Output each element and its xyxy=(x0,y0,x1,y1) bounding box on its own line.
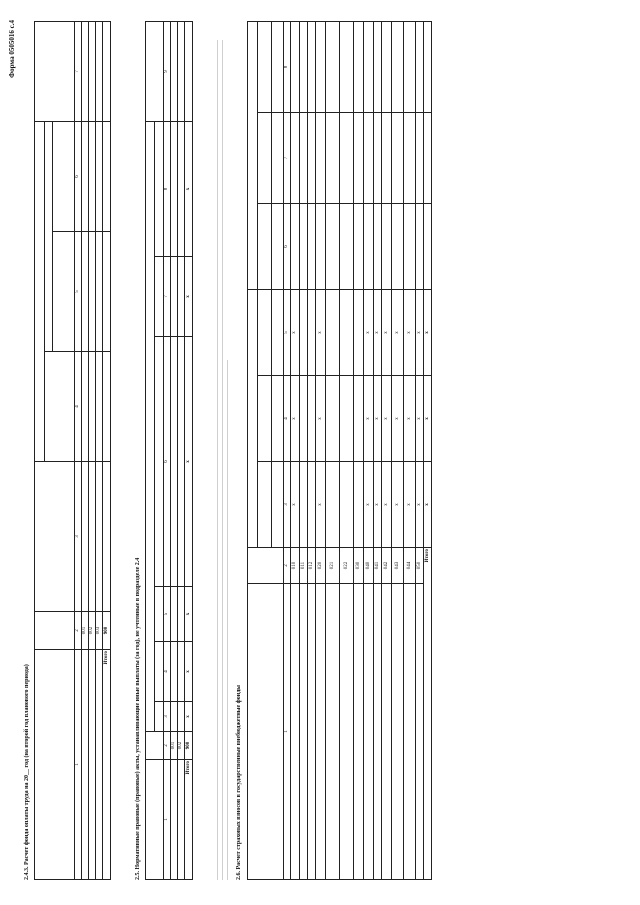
table-cell: x xyxy=(404,462,416,548)
table-cell xyxy=(316,204,326,290)
table-cell: x xyxy=(374,376,382,462)
header-cell xyxy=(35,650,75,880)
table-row xyxy=(326,22,340,880)
table-cell xyxy=(178,122,185,257)
row-label xyxy=(416,584,424,880)
header-cell xyxy=(146,760,164,880)
table-cell xyxy=(354,376,364,462)
table-cell xyxy=(82,232,89,352)
row-code: 012 xyxy=(308,548,316,584)
table-cell xyxy=(308,290,316,376)
table-row xyxy=(340,22,354,880)
table-cell xyxy=(82,122,89,232)
row-code: 044 xyxy=(404,548,416,584)
row-code: 041 xyxy=(374,548,382,584)
table-cell xyxy=(103,352,111,462)
header-cell xyxy=(272,204,284,290)
table-cell xyxy=(171,122,178,257)
table-cell xyxy=(416,113,424,204)
table-cell xyxy=(424,204,432,290)
table-cell xyxy=(326,376,340,462)
col-number: 4 xyxy=(164,642,171,702)
col-number: 3 xyxy=(164,702,171,732)
section-25-title: 2.5. Нормативные правовые (правовые) акты, устанавливающие иные выплаты (за год), не учтенные в подразделе 2.4 xyxy=(135,557,141,880)
table-cell xyxy=(308,204,316,290)
table-cell xyxy=(171,22,178,122)
x-cell: x xyxy=(185,257,193,337)
table-row xyxy=(96,22,103,880)
table-cell xyxy=(404,22,416,113)
table-cell: x xyxy=(416,290,424,376)
table-cell xyxy=(392,113,404,204)
table-row xyxy=(300,22,308,880)
table-cell xyxy=(300,113,308,204)
table-cell xyxy=(103,122,111,232)
table-cell xyxy=(340,462,354,548)
row-code: 011 xyxy=(300,548,308,584)
row-code: 002 xyxy=(178,732,185,760)
row-label xyxy=(340,584,354,880)
x-cell: x xyxy=(424,376,432,462)
table-cell xyxy=(171,760,178,880)
col-number: 8 xyxy=(284,22,291,113)
footnote-line xyxy=(227,360,228,880)
table-cell xyxy=(300,462,308,548)
row-code: 001 xyxy=(82,612,89,650)
table-cell xyxy=(82,650,89,880)
row-label xyxy=(404,584,416,880)
table-cell xyxy=(374,22,382,113)
header-cell xyxy=(146,22,164,122)
table-cell xyxy=(354,22,364,113)
row-code: 050 xyxy=(416,548,424,584)
table-cell xyxy=(326,462,340,548)
table-row xyxy=(82,22,89,880)
table-row xyxy=(316,22,326,880)
col-number: 7 xyxy=(164,257,171,337)
col-number: 2 xyxy=(164,732,171,760)
total-row xyxy=(424,22,432,880)
row-code: 022 xyxy=(340,548,354,584)
total-label: Итого xyxy=(424,548,432,880)
table-cell xyxy=(96,352,103,462)
section-26-title: 2.6. Расчет страховых взносов в государственные внебюджетные фонды xyxy=(236,685,242,880)
header-cell xyxy=(248,548,284,584)
table-cell xyxy=(364,22,374,113)
table-cell xyxy=(300,204,308,290)
table-cell xyxy=(178,760,185,880)
table-cell: x xyxy=(382,462,392,548)
table-cell xyxy=(82,352,89,462)
row-code: 042 xyxy=(382,548,392,584)
table-cell xyxy=(354,290,364,376)
table-cell: x xyxy=(374,290,382,376)
section-243-title: 2.4.3. Расчет фонда оплаты труда на 20__ год (на второй год планового периода) xyxy=(24,664,30,880)
table-cell xyxy=(300,290,308,376)
header-cell xyxy=(258,376,272,462)
footnote-line xyxy=(217,40,218,880)
document-page xyxy=(4,6,596,892)
col-number: 9 xyxy=(164,22,171,122)
footnote-line xyxy=(222,40,223,880)
header-cell xyxy=(45,122,53,352)
table-cell xyxy=(89,352,96,462)
header-cell xyxy=(248,290,258,548)
table-cell: x xyxy=(392,462,404,548)
table-cell xyxy=(89,650,96,880)
header-cell xyxy=(35,462,75,612)
table-cell: x xyxy=(404,376,416,462)
table-cell: x xyxy=(364,290,374,376)
form-number: Форма 0505016 с.4 xyxy=(8,20,16,78)
header-cell xyxy=(155,337,164,587)
col-number: 2 xyxy=(284,548,291,584)
table-cell xyxy=(316,113,326,204)
row-code: 003 xyxy=(96,612,103,650)
row-label xyxy=(374,584,382,880)
table-cell xyxy=(171,587,178,642)
header-cell xyxy=(155,702,164,732)
table-cell xyxy=(89,232,96,352)
header-cell xyxy=(155,122,164,257)
table-cell: x xyxy=(291,462,300,548)
row-label xyxy=(364,584,374,880)
col-number: 5 xyxy=(284,290,291,376)
table-row xyxy=(364,22,374,880)
table-cell xyxy=(291,113,300,204)
table-cell: x xyxy=(392,376,404,462)
table-cell: x xyxy=(416,376,424,462)
header-cell xyxy=(35,122,45,462)
table-cell xyxy=(178,642,185,702)
col-number: 2 xyxy=(75,612,82,650)
header-cell xyxy=(272,22,284,113)
table-cell xyxy=(308,22,316,113)
row-code: 001 xyxy=(171,732,178,760)
table-cell: x xyxy=(374,462,382,548)
col-number: 6 xyxy=(164,337,171,587)
header-cell xyxy=(146,732,164,760)
table-cell xyxy=(89,22,96,122)
table-cell: x xyxy=(382,376,392,462)
table-cell xyxy=(382,204,392,290)
total-label: Итого xyxy=(185,760,193,880)
row-code: 030 xyxy=(354,548,364,584)
table-row xyxy=(382,22,392,880)
table-cell: x xyxy=(364,462,374,548)
header-cell xyxy=(155,587,164,642)
col-number: 7 xyxy=(75,22,82,122)
header-cell xyxy=(272,376,284,462)
table-cell: x xyxy=(404,290,416,376)
table-cell xyxy=(300,22,308,113)
col-number: 1 xyxy=(75,650,82,880)
x-cell: x xyxy=(185,337,193,587)
table-cell xyxy=(382,113,392,204)
table-cell xyxy=(308,376,316,462)
table-row xyxy=(374,22,382,880)
col-number: 8 xyxy=(164,122,171,257)
table-cell xyxy=(103,232,111,352)
table-cell xyxy=(416,204,424,290)
table-cell xyxy=(354,113,364,204)
table-cell xyxy=(178,337,185,587)
header-cell xyxy=(248,584,284,880)
header-cell xyxy=(53,232,75,352)
x-cell: x xyxy=(185,587,193,642)
col-number: 1 xyxy=(164,760,171,880)
table-cell xyxy=(89,462,96,612)
table-cell xyxy=(291,22,300,113)
table-cell xyxy=(291,204,300,290)
table-cell xyxy=(316,22,326,113)
table-cell xyxy=(392,22,404,113)
col-number: 5 xyxy=(75,232,82,352)
table-cell xyxy=(171,702,178,732)
table-cell xyxy=(374,113,382,204)
row-code: 043 xyxy=(392,548,404,584)
col-number: 3 xyxy=(284,462,291,548)
header-cell xyxy=(272,462,284,548)
col-number: 1 xyxy=(284,584,291,880)
table-cell xyxy=(424,113,432,204)
table-cell xyxy=(374,204,382,290)
page-header xyxy=(8,20,20,882)
section-26-table xyxy=(247,21,432,880)
section-26-body xyxy=(291,22,424,880)
table-cell: x xyxy=(392,290,404,376)
header-cell xyxy=(272,113,284,204)
table-cell xyxy=(404,113,416,204)
header-cell xyxy=(146,122,155,732)
table-cell: x xyxy=(382,290,392,376)
section-25-table xyxy=(145,21,193,880)
header-cell xyxy=(35,612,75,650)
table-cell: x xyxy=(416,462,424,548)
table-cell xyxy=(354,462,364,548)
table-cell xyxy=(340,204,354,290)
table-cell xyxy=(300,376,308,462)
col-number: 6 xyxy=(75,122,82,232)
col-number: 6 xyxy=(284,204,291,290)
table-cell xyxy=(326,204,340,290)
table-row xyxy=(354,22,364,880)
table-cell: x xyxy=(364,376,374,462)
table-cell xyxy=(340,290,354,376)
total-code: 900 xyxy=(103,612,111,650)
row-code: 002 xyxy=(89,612,96,650)
table-row xyxy=(404,22,416,880)
table-cell xyxy=(82,462,89,612)
row-label xyxy=(291,584,300,880)
table-cell xyxy=(416,22,424,113)
table-cell: x xyxy=(316,376,326,462)
table-cell xyxy=(340,22,354,113)
table-row xyxy=(291,22,300,880)
table-cell xyxy=(424,22,432,113)
col-number: 4 xyxy=(75,352,82,462)
header-cell xyxy=(45,352,75,462)
table-cell xyxy=(82,22,89,122)
table-cell xyxy=(171,642,178,702)
table-cell xyxy=(382,22,392,113)
table-row xyxy=(171,22,178,880)
row-code: 021 xyxy=(326,548,340,584)
row-code: 040 xyxy=(364,548,374,584)
row-label xyxy=(354,584,364,880)
total-code: 900 xyxy=(185,732,193,760)
table-cell xyxy=(326,22,340,113)
total-label: Итого xyxy=(103,650,111,880)
rotated-form xyxy=(4,6,596,892)
table-cell xyxy=(103,462,111,612)
header-cell xyxy=(53,122,75,232)
table-cell xyxy=(326,113,340,204)
table-cell xyxy=(354,204,364,290)
table-cell xyxy=(178,702,185,732)
header-cell xyxy=(258,290,272,376)
header-cell xyxy=(258,113,272,204)
table-cell xyxy=(178,257,185,337)
x-cell: x xyxy=(185,642,193,702)
col-number: 7 xyxy=(284,113,291,204)
table-row xyxy=(416,22,424,880)
col-number: 5 xyxy=(164,587,171,642)
table-cell xyxy=(308,462,316,548)
table-cell: x xyxy=(316,290,326,376)
table-cell xyxy=(340,113,354,204)
row-code: 010 xyxy=(291,548,300,584)
total-row xyxy=(103,22,111,880)
table-cell xyxy=(96,650,103,880)
table-cell: x xyxy=(291,290,300,376)
row-label xyxy=(392,584,404,880)
table-cell xyxy=(171,337,178,587)
table-cell xyxy=(308,113,316,204)
table-cell xyxy=(103,22,111,122)
table-row xyxy=(89,22,96,880)
table-cell xyxy=(404,204,416,290)
table-row xyxy=(178,22,185,880)
row-label xyxy=(308,584,316,880)
table-row xyxy=(392,22,404,880)
header-cell xyxy=(258,204,272,290)
x-cell: x xyxy=(185,122,193,257)
table-cell xyxy=(392,204,404,290)
table-cell xyxy=(96,122,103,232)
table-cell xyxy=(326,290,340,376)
table-row xyxy=(308,22,316,880)
row-code: 020 xyxy=(316,548,326,584)
table-cell xyxy=(96,22,103,122)
table-cell xyxy=(364,204,374,290)
table-cell: x xyxy=(316,462,326,548)
table-cell xyxy=(364,113,374,204)
col-number: 3 xyxy=(75,462,82,612)
header-cell xyxy=(155,642,164,702)
x-cell: x xyxy=(424,462,432,548)
table-cell xyxy=(96,232,103,352)
header-cell xyxy=(272,290,284,376)
header-cell xyxy=(248,22,258,290)
table-cell xyxy=(171,257,178,337)
table-cell xyxy=(89,122,96,232)
table-cell xyxy=(96,462,103,612)
row-label xyxy=(300,584,308,880)
table-cell xyxy=(178,22,185,122)
header-cell xyxy=(35,22,75,122)
x-cell: x xyxy=(185,702,193,732)
section-243-table xyxy=(34,21,111,880)
row-label xyxy=(316,584,326,880)
table-cell xyxy=(185,22,193,122)
table-cell xyxy=(178,587,185,642)
header-cell xyxy=(258,22,272,113)
row-label xyxy=(382,584,392,880)
x-cell: x xyxy=(424,290,432,376)
table-cell xyxy=(340,376,354,462)
col-number: 4 xyxy=(284,376,291,462)
row-label xyxy=(326,584,340,880)
total-row xyxy=(185,22,193,880)
header-cell xyxy=(155,257,164,337)
header-cell xyxy=(258,462,272,548)
table-cell: x xyxy=(291,376,300,462)
